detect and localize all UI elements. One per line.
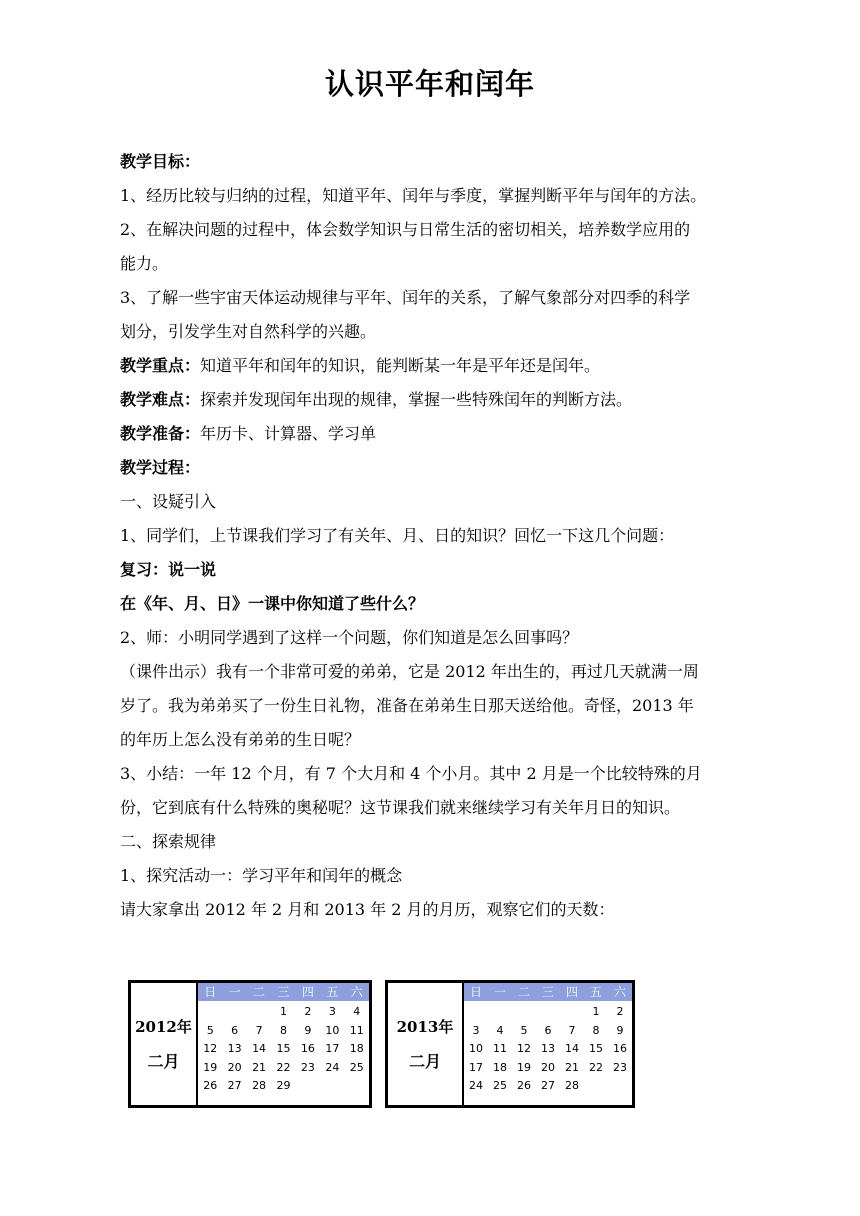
calendar-week-row [198,1077,369,1096]
bold-label: 教学重点： [120,356,201,375]
calendar-day: 11 [493,1042,507,1055]
calendar-week-row [464,1022,632,1041]
text-line [120,757,760,791]
calendar-day [198,1003,222,1022]
bold-label: 教学准备： [120,424,201,443]
bold-label: 在《年、月、日》一课中你知道了些什么？ [120,594,425,613]
calendar-day: 10 [325,1023,340,1037]
calendar-day [247,1003,271,1022]
calendar-day: 14 [252,1042,267,1055]
weekday-label: 四 [301,985,314,999]
text-line [120,893,760,927]
calendar-day [536,1003,560,1022]
calendar-day: 8 [279,1023,287,1037]
calendar-day: 8 [592,1023,600,1037]
weekday-label: 一 [228,985,241,999]
calendar-day: 23 [613,1060,627,1074]
text-line [120,723,760,757]
calendar-day: 1 [592,1005,600,1018]
line-text: 1、探究活动一：学习平年和闰年的概念 [120,866,403,885]
line-text: 份，它到底有什么特殊的奥秘呢？这节课我们就来继续学习有关年月日的知识。 [120,798,681,817]
bold-label: 复习：说一说 [120,560,217,579]
line-text: 能力。 [120,254,169,273]
weekday-label: 日 [469,985,482,999]
line-text: 划分，引发学生对自然科学的兴趣。 [120,322,377,341]
calendar-day: 26 [203,1079,218,1092]
line-text: （课件出示）我有一个非常可爱的弟弟，它是 2012 年出生的，再过几天就满一周 [120,662,699,681]
weekday-label: 三 [277,985,290,999]
calendar-year: 2012年 [135,1018,192,1036]
calendar-day: 3 [328,1005,336,1018]
calendar-day: 20 [541,1060,555,1074]
calendar-day: 2 [304,1005,312,1018]
line-text: 2、在解决问题的过程中，体会数学知识与日常生活的密切相关，培养数学应用的 [120,220,691,239]
text-line [120,349,760,383]
text-line [120,383,760,417]
calendar-day: 6 [231,1023,239,1037]
line-text: 探索并发现闰年出现的规律，掌握一些特殊闰年的判断方法。 [200,390,633,409]
calendar-day: 7 [568,1023,576,1037]
text-line [120,451,760,485]
line-text: 岁了。我为弟弟买了一份生日礼物，准备在弟弟生日那天送给他。奇怪，2013 年 [120,696,694,715]
calendar-week-row [464,1059,632,1078]
calendar-day: 13 [541,1042,555,1055]
calendar-day: 16 [613,1042,627,1055]
calendar-grid [198,983,369,1096]
calendar-day [608,1077,632,1096]
calendar-month: 二月 [147,1052,180,1071]
calendar-day: 21 [565,1060,579,1074]
calendar-day: 24 [325,1060,340,1074]
calendar-day [345,1077,369,1096]
text-line [120,145,760,179]
text-line [120,281,760,315]
calendar-month: 二月 [408,1052,441,1071]
calendar-label [131,983,198,1105]
calendar-year: 2013年 [396,1018,454,1036]
calendar-week-row [464,1003,632,1022]
document-body [120,145,760,927]
calendar-day: 2 [616,1005,624,1018]
calendar-week-row [198,1059,369,1078]
line-text: 3、了解一些宇宙天体运动规律与平年、闰年的关系，了解气象部分对四季的科学 [120,288,691,307]
calendar-day [320,1077,344,1096]
calendar-day: 10 [469,1042,483,1055]
calendar-day: 18 [349,1042,364,1055]
calendar-day: 4 [496,1023,504,1037]
weekday-label: 六 [350,985,363,999]
calendar-day: 28 [565,1079,579,1092]
calendar-day: 18 [493,1060,507,1074]
weekday-header [198,983,369,1001]
weekday-label: 五 [326,985,339,999]
text-line [120,587,760,621]
calendar-week-row [464,1040,632,1059]
calendar-day: 11 [349,1023,364,1037]
calendar-day [560,1003,584,1022]
calendar-week-row [198,1040,369,1059]
calendar-day: 1 [279,1005,287,1018]
line-text: 3、小结：一年 12 个月，有 7 个大月和 4 个小月。其中 2 月是一个比较特殊的月 [120,764,702,783]
calendar-2012-february [128,980,372,1108]
bold-label: 教学过程： [120,458,201,477]
calendar-day: 25 [493,1079,507,1092]
weekday-label: 四 [565,985,578,999]
line-text: 请大家拿出 2012 年 2 月和 2013 年 2 月的月历，观察它们的天数： [120,900,615,919]
weekday-header [464,983,632,1001]
calendar-day: 12 [203,1042,218,1055]
calendar-day: 5 [520,1023,528,1037]
weekday-label: 二 [253,985,266,999]
text-line [120,213,760,247]
calendar-day: 17 [469,1060,483,1074]
calendar-day: 6 [544,1023,552,1037]
calendar-day: 3 [472,1023,480,1037]
calendar-day: 29 [276,1079,291,1092]
calendar-day: 22 [276,1060,291,1074]
calendar-day [464,1003,488,1022]
calendar-day: 19 [203,1060,218,1074]
calendar-label [388,983,464,1105]
text-line [120,315,760,349]
calendar-week-row [464,1077,632,1096]
weekday-label: 六 [613,985,626,999]
weekday-label: 一 [493,985,506,999]
text-line [120,519,760,553]
bold-label: 教学目标： [120,152,201,171]
line-text: 二、探索规律 [120,832,217,851]
calendar-day [222,1003,246,1022]
line-text: 1、经历比较与归纳的过程，知道平年、闰年与季度，掌握判断平年与闰年的方法。 [120,186,707,205]
weekday-label: 日 [204,985,217,999]
calendar-day [584,1077,608,1096]
text-line [120,825,760,859]
calendar-2013-february [385,980,635,1108]
calendar-day: 27 [541,1079,555,1092]
text-line [120,247,760,281]
calendar-day: 7 [255,1023,263,1037]
text-line [120,179,760,213]
line-text: 年历卡、计算器、学习单 [200,424,377,443]
weekday-label: 五 [589,985,602,999]
bold-label: 教学难点： [120,390,201,409]
calendar-day: 25 [349,1060,364,1074]
text-line [120,689,760,723]
calendar-day: 5 [206,1023,214,1037]
text-line [120,553,760,587]
calendar-day: 15 [276,1042,291,1055]
calendar-grid [464,983,632,1096]
calendar-day: 24 [469,1079,483,1092]
calendar-day: 16 [300,1042,315,1055]
calendar-day [512,1003,536,1022]
calendar-day: 20 [227,1060,242,1074]
text-line [120,655,760,689]
calendar-day [488,1003,512,1022]
text-line [120,417,760,451]
calendar-day: 19 [517,1060,531,1074]
weekday-label: 三 [541,985,554,999]
line-text: 知道平年和闰年的知识，能判断某一年是平年还是闰年。 [200,356,601,375]
calendar-day: 22 [589,1060,603,1074]
calendar-day: 17 [325,1042,340,1055]
line-text: 1、同学们，上节课我们学习了有关年、月、日的知识？回忆一下这几个问题： [120,526,675,545]
line-text: 的年历上怎么没有弟弟的生日呢？ [120,730,361,749]
weekday-label: 二 [517,985,530,999]
calendar-day: 27 [227,1079,242,1092]
calendar-week-row [198,1003,369,1022]
calendar-day: 23 [300,1060,315,1074]
calendar-day: 15 [589,1042,603,1055]
calendar-day: 28 [252,1079,267,1092]
calendar-day: 9 [304,1023,312,1037]
text-line [120,485,760,519]
line-text: 一、设疑引入 [120,492,217,511]
calendar-day: 9 [616,1023,624,1037]
calendar-day: 21 [252,1060,267,1074]
page-title: 认识平年和闰年 [324,67,535,101]
calendar-day: 13 [227,1042,242,1055]
text-line [120,791,760,825]
calendar-week-row [198,1022,369,1041]
line-text: 2、师：小明同学遇到了这样一个问题，你们知道是怎么回事吗？ [120,628,579,647]
calendar-day [296,1077,320,1096]
calendar-day: 12 [517,1042,531,1055]
text-line [120,859,760,893]
calendar-day: 14 [565,1042,579,1055]
calendar-day: 4 [353,1005,361,1018]
text-line [120,621,760,655]
calendar-day: 26 [517,1079,531,1092]
